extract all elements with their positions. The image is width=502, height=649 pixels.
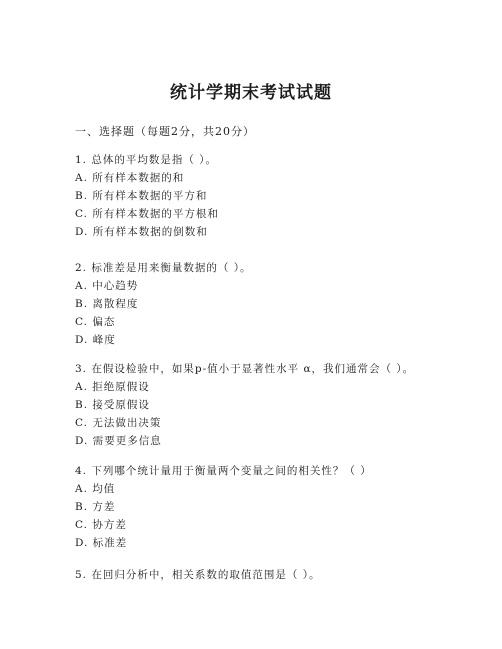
question-1 [75, 151, 219, 241]
question-stem: 3. 在假设检验中，如果p-值小于显著性水平 α，我们通常会（ ）。 [75, 363, 415, 375]
question-5 [75, 566, 320, 584]
question-stem: 1. 总体的平均数是指（ ）。 [75, 154, 217, 166]
section-heading: 一、选择题（每题2分，共20分） [75, 125, 255, 138]
option-b: B. 方差 [75, 501, 116, 513]
question-3 [75, 360, 414, 450]
option-d: D. 需要更多信息 [75, 435, 162, 447]
page-title: 统计学期末考试试题 [170, 83, 332, 103]
option-b: B. 所有样本数据的平方和 [75, 190, 208, 202]
question-stem: 5. 在回归分析中，相关系数的取值范围是（ ）。 [75, 569, 321, 581]
option-c: C. 协方差 [75, 519, 127, 531]
option-d: D. 标准差 [75, 537, 128, 549]
option-c: C. 无法做出决策 [75, 417, 162, 429]
question-2 [75, 259, 251, 349]
question-stem: 2. 标准差是用来衡量数据的（ ）。 [75, 262, 252, 274]
option-a: A. 拒绝原假设 [75, 381, 150, 393]
option-a: A. 所有样本数据的和 [75, 172, 185, 184]
option-d: D. 峰度 [75, 334, 116, 346]
option-c: C. 所有样本数据的平方根和 [75, 208, 219, 220]
question-4 [75, 462, 372, 552]
option-c: C. 偏态 [75, 316, 116, 328]
option-a: A. 均值 [75, 483, 116, 495]
question-stem: 4. 下列哪个统计量用于衡量两个变量之间的相关性？（ ） [75, 465, 372, 477]
option-d: D. 所有样本数据的倒数和 [75, 226, 208, 238]
option-b: B. 离散程度 [75, 298, 139, 310]
option-a: A. 中心趋势 [75, 280, 139, 292]
option-b: B. 接受原假设 [75, 399, 150, 411]
